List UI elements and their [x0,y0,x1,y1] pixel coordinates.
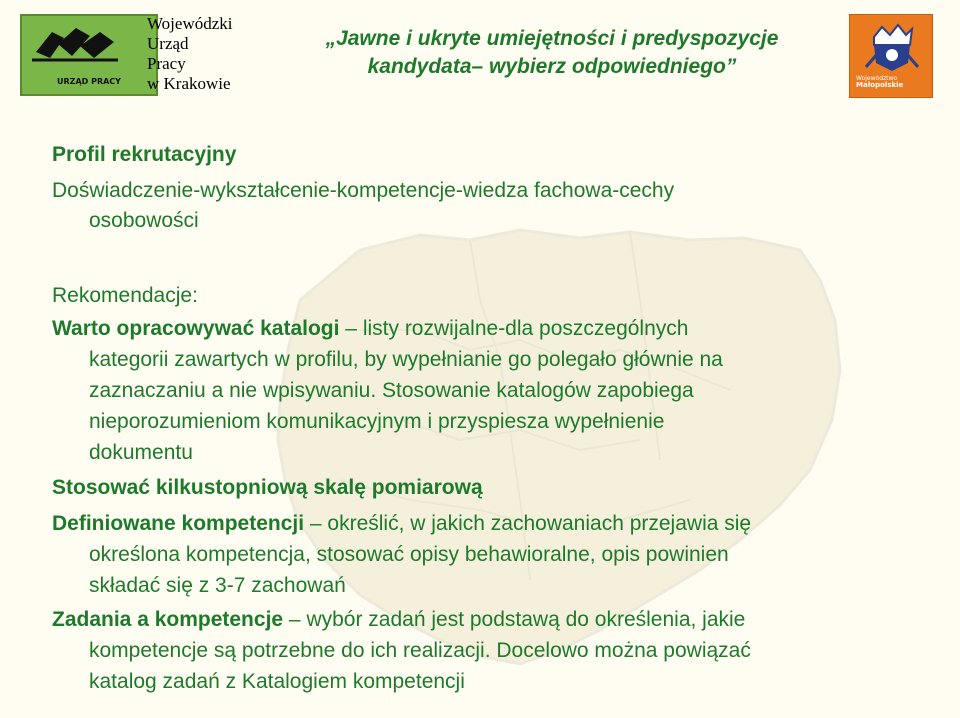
recommendation-item-competencies [52,508,912,601]
recommendation-line: składać się z 3-7 zachowań [89,574,346,597]
recommendation-first-line [52,508,912,539]
recommendation-first-line [52,472,912,503]
slide-title-line: kandydata– wybierz odpowiedniego” [367,55,737,78]
office-name-line: Wojewódzki [147,14,233,33]
region-logo-caption-line: Małopolskie [856,81,904,89]
office-logo [20,14,158,96]
recommendation-item-catalogs [52,313,912,468]
office-logo-caption: URZĄD PRACY [57,77,121,86]
recommendation-line: dokumentu [89,441,193,464]
recommendation-text: – określić, w jakich zachowaniach przejawia się [304,512,752,535]
profile-line: Doświadczenie-wykształcenie-kompetencje-wiedza fachowa-cechy [52,179,675,202]
recommendation-item-scale [52,472,912,503]
recommendations-label: Rekomendacje: [52,284,198,307]
slide-title-line: „Jawne i ukryte umiejętności i predyspozycje [325,27,779,50]
region-logo-caption-line: Województwo [856,75,898,82]
recommendation-first-line [52,313,912,344]
office-name-line: Urząd [147,34,189,53]
region-logo [849,14,933,98]
region-logo-caption [856,75,903,89]
recommendation-item-tasks [52,604,912,697]
recommendation-line: zaznaczaniu a nie wpisywaniu. Stosowanie katalogów zapobiega [89,379,694,402]
office-name [147,14,257,94]
recommendation-line: nieporozumieniom komunikacyjnym i przyspiesza wypełnienie [89,410,665,433]
office-logo-icon [30,22,122,64]
recommendation-line: katalog zadań z Katalogiem kompetencji [89,670,465,693]
malopolska-crest-icon [860,23,924,73]
recommendation-lead: Definiowane kompetencji [52,512,305,535]
profile-description [52,176,912,236]
recommendation-line: określona kompetencja, stosować opisy behawioralne, opis powinien [89,543,729,566]
section-heading: Profil rekrutacyjny [52,143,237,166]
recommendation-line: kompetencje są potrzebne do ich realizacji. Docelowo można powiązać [89,639,751,662]
office-name-line: Pracy [147,54,186,73]
office-name-line: w Krakowie [147,74,231,93]
slide-title [266,25,838,81]
recommendation-lead: Zadania a kompetencje [52,608,284,631]
recommendation-line: kategorii zawartych w profilu, by wypełnianie go polegało głównie na [89,348,723,371]
recommendation-text: – wybór zadań jest podstawą do określenia, jakie [283,608,746,631]
recommendation-lead: Warto opracowywać katalogi [52,317,340,340]
profile-line: osobowości [89,209,199,232]
recommendation-lead: Stosować kilkustopniową skalę pomiarową [52,476,483,499]
recommendation-text: – listy rozwijalne-dla poszczególnych [339,317,689,340]
recommendation-first-line [52,604,912,635]
